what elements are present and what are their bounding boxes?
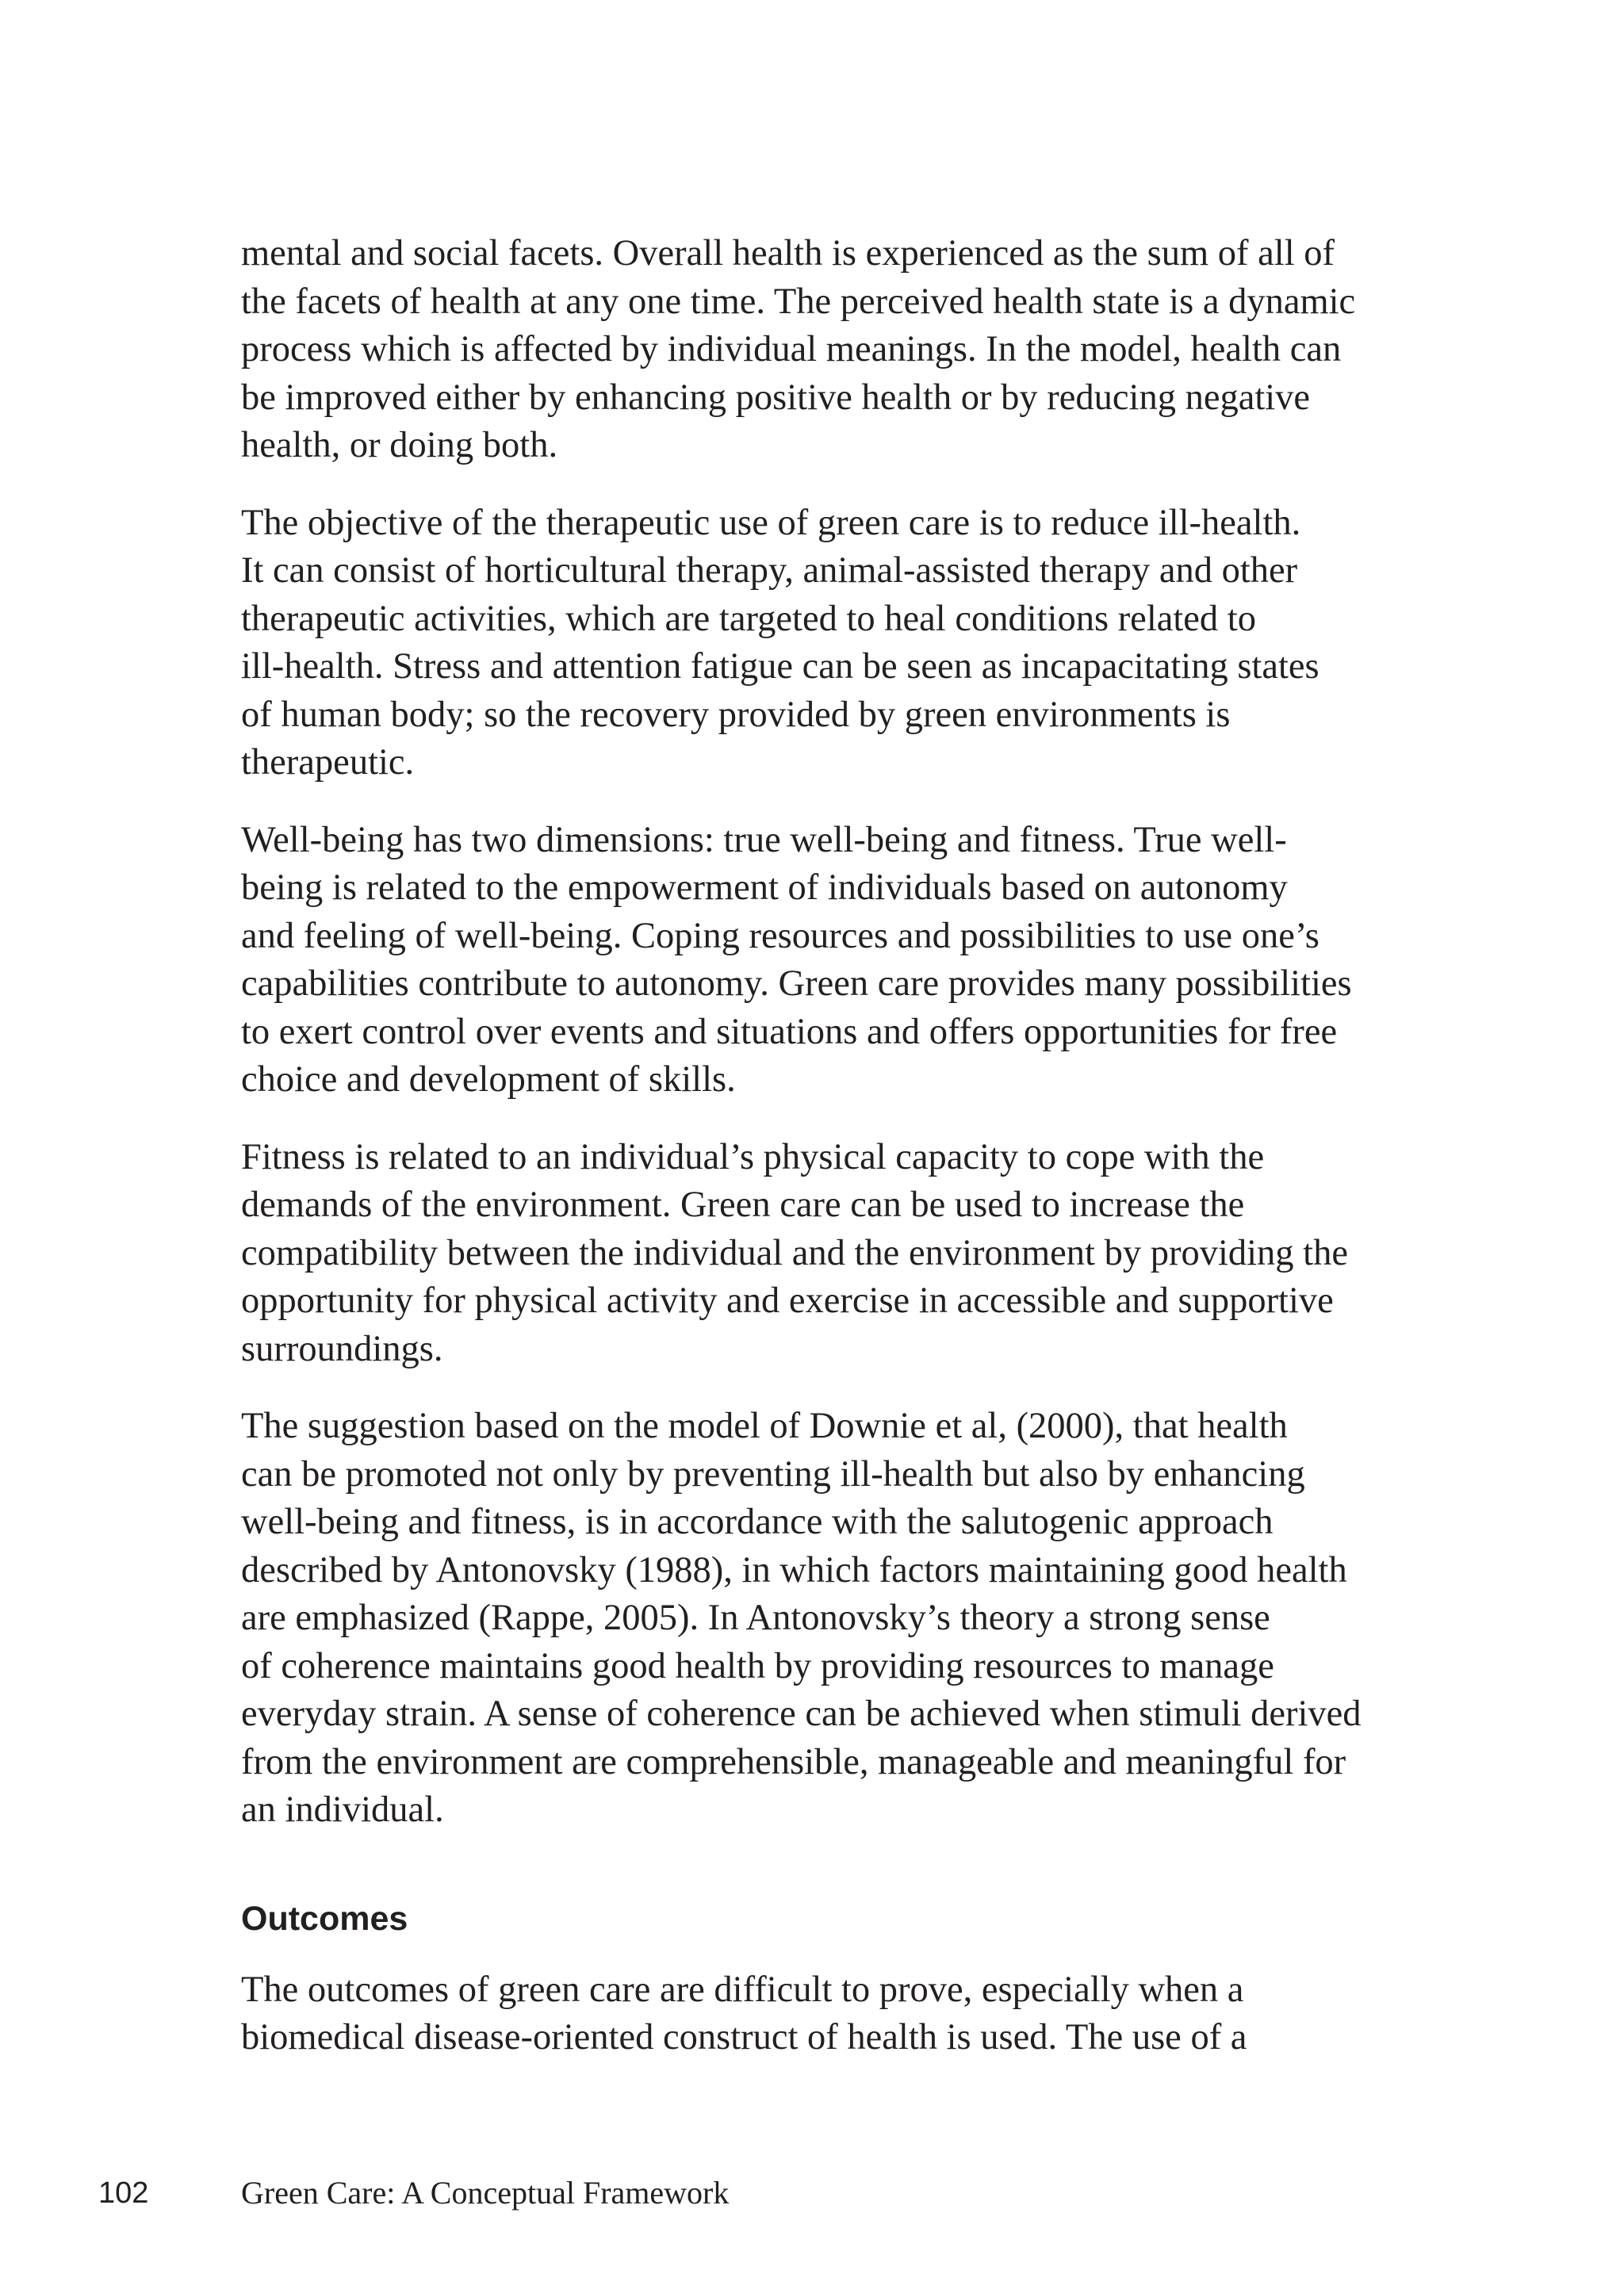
text-line: and feeling of well-being. Coping resources and possibilities to use one’s [241, 915, 1320, 956]
text-line: being is related to the empowerment of individuals based on autonomy [241, 867, 1288, 908]
text-line: be improved either by enhancing positive health or by reducing negative [241, 377, 1311, 418]
text-line: capabilities contribute to autonomy. Green care provides many possibilities [241, 963, 1352, 1004]
paragraph-health-facets [241, 230, 1399, 470]
text-line: everyday strain. A sense of coherence can be achieved when stimuli derived [241, 1694, 1362, 1734]
running-title: Green Care: A Conceptual Framework [241, 2175, 730, 2211]
text-line: compatibility between the individual and the environment by providing the [241, 1232, 1348, 1273]
paragraph-outcomes [241, 1966, 1399, 2062]
text-line: Well-being has two dimensions: true well-being and fitness. True well- [241, 819, 1287, 860]
paragraph-fitness [241, 1134, 1399, 1374]
paragraph-salutogenic [241, 1403, 1399, 1835]
text-line: the facets of health at any one time. The perceived health state is a dynamic [241, 281, 1356, 322]
page-body [241, 230, 1399, 2062]
paragraph-well-being [241, 817, 1399, 1104]
text-line: described by Antonovsky (1988), in which factors maintaining good health [241, 1549, 1347, 1591]
text-line: from the environment are comprehensible, manageable and meaningful for [241, 1741, 1346, 1782]
text-line: It can consist of horticultural therapy, animal-assisted therapy and other [241, 550, 1298, 591]
text-line: health, or doing both. [241, 425, 558, 465]
text-line: The objective of the therapeutic use of green care is to reduce ill-health. [241, 502, 1301, 543]
text-line: demands of the environment. Green care can be used to increase the [241, 1185, 1245, 1225]
text-line: choice and development of skills. [241, 1059, 736, 1100]
text-line: of human body; so the recovery provided by green environments is [241, 694, 1231, 735]
text-line: biomedical disease-oriented construct of health is used. The use of a [241, 2017, 1247, 2058]
text-line: to exert control over events and situations and offers opportunities for free [241, 1011, 1338, 1052]
text-line: Fitness is related to an individual’s physical capacity to cope with the [241, 1136, 1265, 1177]
text-line: are emphasized (Rappe, 2005). In Antonovsky’s theory a strong sense [241, 1598, 1270, 1638]
text-line: The suggestion based on the model of Downie et al, (2000), that health [241, 1406, 1288, 1446]
text-line: therapeutic activities, which are targeted to heal conditions related to [241, 598, 1256, 639]
text-line: process which is affected by individual meanings. In the model, health can [241, 329, 1342, 369]
text-line: of coherence maintains good health by providing resources to manage [241, 1645, 1274, 1686]
text-line: well-being and fitness, is in accordance with the salutogenic approach [241, 1502, 1274, 1542]
text-line: surroundings. [241, 1328, 443, 1369]
text-line: opportunity for physical activity and exercise in accessible and supportive [241, 1280, 1334, 1321]
section-heading-outcomes: Outcomes [241, 1899, 408, 1938]
text-line: therapeutic. [241, 742, 415, 783]
text-line: an individual. [241, 1790, 444, 1830]
paragraph-therapeutic-use [241, 500, 1399, 787]
text-line: The outcomes of green care are difficult to prove, especially when a [241, 1969, 1244, 2010]
page-footer [0, 2172, 1624, 2217]
text-line: can be promoted not only by preventing ill-health but also by enhancing [241, 1453, 1305, 1495]
text-line: ill-health. Stress and attention fatigue can be seen as incapacitating states [241, 646, 1320, 687]
page-number: 102 [98, 2176, 149, 2210]
text-line: mental and social facets. Overall health is experienced as the sum of all of [241, 233, 1335, 274]
